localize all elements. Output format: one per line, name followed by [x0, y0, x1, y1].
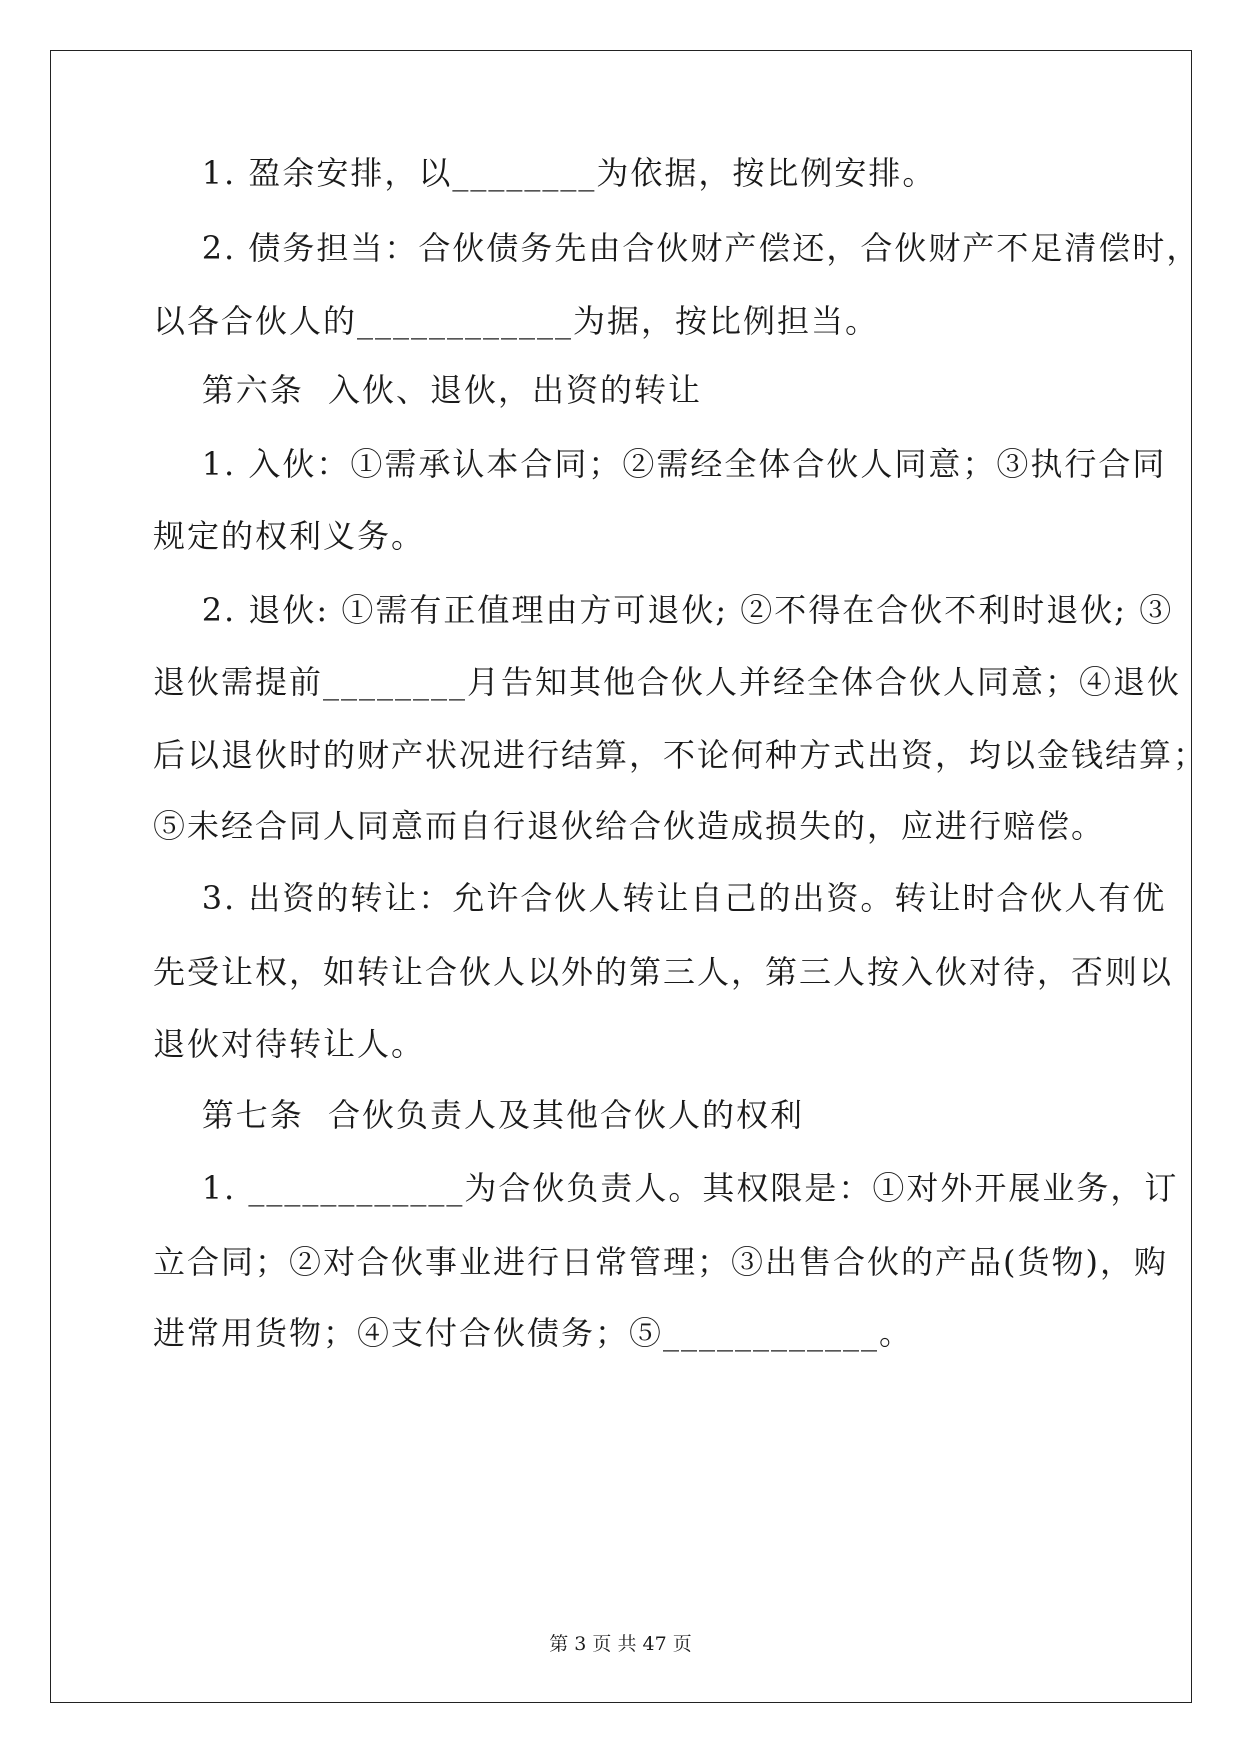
page-number: 第 3 页 共 47 页: [549, 1633, 692, 1655]
paragraph-line: 以各合伙人的____________为据，按比例担当。: [153, 302, 880, 340]
paragraph-line: ⑤未经合同人同意而自行退伙给合伙造成损失的，应进行赔偿。: [153, 807, 1106, 845]
paragraph-line: 进常用货物；④支付合伙债务；⑤____________。: [153, 1314, 914, 1352]
section-heading: 第六条 入伙、退伙，出资的转让: [153, 371, 703, 409]
paragraph-line: 退伙需提前________月告知其他合伙人并经全体合伙人同意；④退伙: [153, 663, 1182, 701]
paragraph-line: 1. ____________为合伙负责人。其权限是：①对外开展业务，订: [153, 1169, 1179, 1207]
paragraph-line: 立合同；②对合伙事业进行日常管理；③出售合伙的产品(货物)，购: [153, 1243, 1168, 1281]
paragraph-line: 先受让权，如转让合伙人以外的第三人，第三人按入伙对待，否则以: [153, 953, 1174, 991]
section-heading: 第七条 合伙负责人及其他合伙人的权利: [153, 1096, 805, 1134]
paragraph-line: 1. 盈余安排，以________为依据，按比例安排。: [153, 154, 937, 192]
page-border: [50, 50, 1192, 1703]
paragraph-line: 后以退伙时的财产状况进行结算，不论何种方式出资，均以金钱结算；: [153, 736, 1208, 774]
paragraph-line: 1. 入伙：①需承认本合同；②需经全体合伙人同意；③执行合同: [153, 445, 1167, 483]
paragraph-line: 2. 债务担当：合伙债务先由合伙财产偿还，合伙财产不足清偿时，: [153, 229, 1201, 267]
paragraph-line: 2. 退伙: ①需有正值理由方可退伙; ②不得在合伙不利时退伙; ③: [153, 591, 1174, 629]
paragraph-line: 3. 出资的转让：允许合伙人转让自己的出资。转让时合伙人有优: [153, 879, 1167, 917]
paragraph-line: 规定的权利义务。: [153, 517, 426, 555]
paragraph-line: 退伙对待转让人。: [153, 1025, 426, 1063]
